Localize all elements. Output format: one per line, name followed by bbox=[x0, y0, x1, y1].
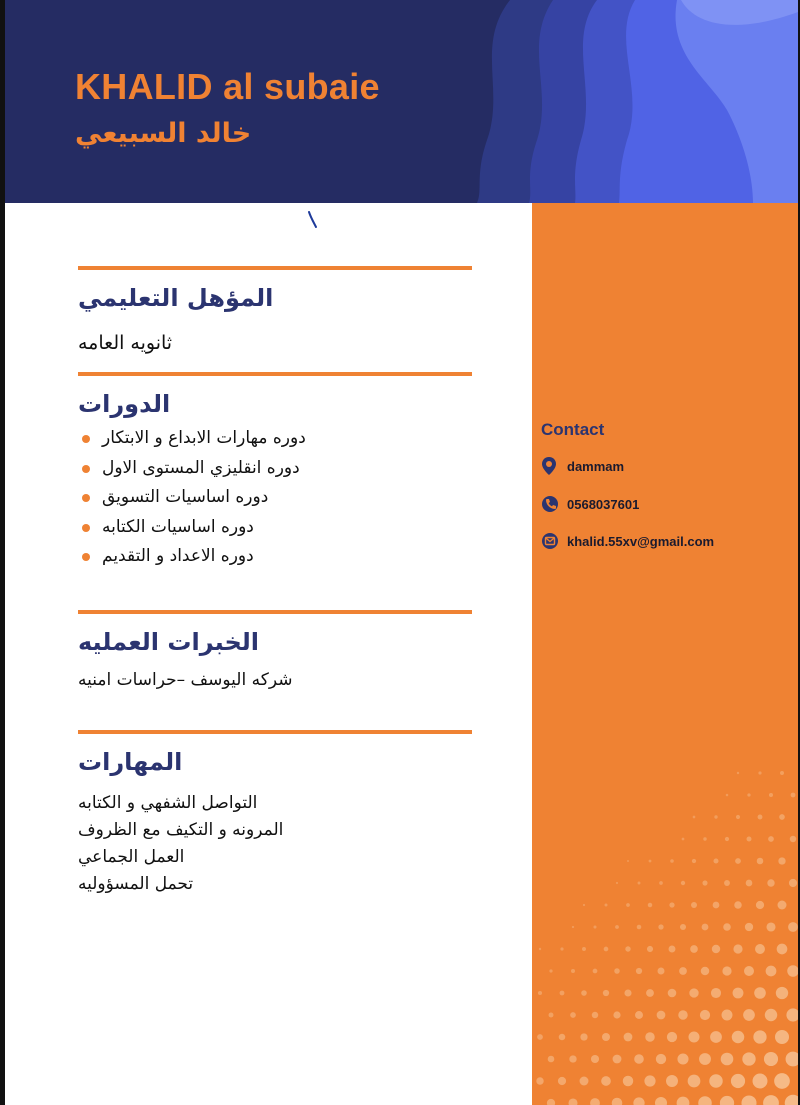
bullet-dot-icon bbox=[82, 435, 90, 443]
education-section bbox=[78, 266, 472, 354]
email-icon bbox=[541, 531, 559, 551]
contact-email bbox=[541, 531, 714, 551]
courses-section bbox=[78, 372, 472, 572]
list-item: دوره انقليزي المستوى الاول bbox=[78, 454, 472, 484]
contact-phone bbox=[541, 494, 639, 514]
bullet-dot-icon bbox=[82, 553, 90, 561]
halftone-dots-decoration bbox=[532, 203, 798, 1105]
education-title: المؤهل التعليمي bbox=[78, 284, 274, 312]
phone-icon bbox=[541, 494, 559, 514]
skills-section bbox=[78, 730, 472, 898]
list-item: دوره مهارات الابداع و الابتكار bbox=[78, 424, 472, 454]
location-pin-icon bbox=[541, 456, 559, 476]
email-value: khalid.55xv@gmail.com bbox=[567, 533, 715, 549]
bullet-dot-icon bbox=[82, 494, 90, 502]
experience-value: شركه اليوسف –حراسات امنيه bbox=[78, 670, 293, 690]
experience-title: الخبرات العمليه bbox=[78, 628, 259, 656]
location-value: dammam bbox=[567, 458, 625, 474]
skill-item: التواصل الشفهي و الكتابه bbox=[78, 793, 258, 813]
bullet-dot-icon bbox=[82, 465, 90, 473]
courses-title: الدورات bbox=[78, 390, 171, 418]
contact-title: Contact bbox=[541, 420, 605, 439]
name-arabic: خالد السبيعي bbox=[75, 118, 252, 149]
experience-section bbox=[78, 610, 472, 690]
list-item: دوره الاعداد و التقديم bbox=[78, 542, 472, 572]
list-item: دوره اساسيات التسويق bbox=[78, 483, 472, 513]
skill-item: تحمل المسؤوليه bbox=[78, 874, 194, 894]
skill-item: العمل الجماعي bbox=[78, 847, 185, 867]
name-english: KHALID al subaie bbox=[75, 66, 380, 107]
contact-location bbox=[541, 456, 624, 476]
contact-panel bbox=[532, 203, 798, 1105]
courses-list bbox=[78, 424, 472, 572]
bullet-dot-icon bbox=[82, 524, 90, 532]
education-value: ثانويه العامه bbox=[78, 332, 173, 354]
phone-value: 0568037601 bbox=[567, 496, 640, 512]
skills-title: المهارات bbox=[78, 748, 183, 776]
list-item: دوره اساسيات الكتابه bbox=[78, 513, 472, 543]
skill-item: المرونه و التكيف مع الظروف bbox=[78, 820, 284, 840]
stray-mark bbox=[305, 210, 319, 230]
